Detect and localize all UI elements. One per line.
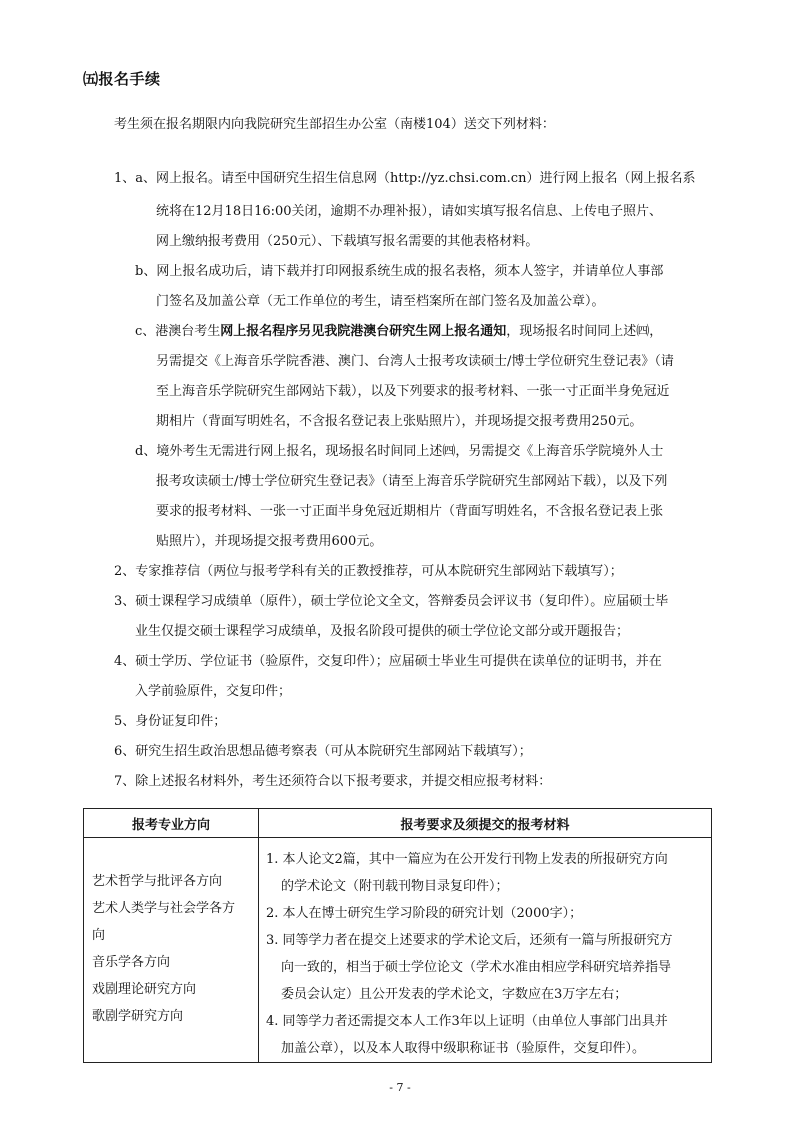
directions-cell [84, 838, 259, 1063]
item-c-prefix: c、港澳台考生 [135, 324, 221, 339]
requirements-table [83, 808, 712, 1063]
requirement-line: 2. 本人在博士研究生学习阶段的研究计划（2000字）； [266, 906, 583, 921]
body-line: b、网上报名成功后，请下载并打印网报系统生成的报名表格，须本人签字，并请单位人事部 [135, 264, 664, 279]
table-row [84, 838, 712, 1063]
requirements-cell [259, 838, 712, 1063]
body-line: 网上缴纳报考费用（250元）、下载填写报名需要的其他表格材料。 [156, 234, 539, 249]
body-line: 统将在12月18日16:00关闭，逾期不办理补报），请如实填写报名信息、上传电子照片、 [156, 204, 663, 219]
requirement-line: 加盖公章），以及本人取得中级职称证书（验原件，交复印件）。 [281, 1041, 646, 1056]
body-line: 6、研究生招生政治思想品德考察表（可从本院研究生部网站下载填写）； [114, 744, 532, 759]
directions-list [84, 838, 258, 1030]
direction-item: 音乐学各方向 [92, 955, 171, 970]
direction-item: 艺术哲学与批评各方向 [92, 874, 223, 889]
header-direction: 报考专业方向 [84, 809, 259, 838]
item-c-line [135, 323, 662, 340]
direction-item: 艺术人类学与社会学各方 [92, 901, 236, 916]
direction-item: 戏剧理论研究方向 [92, 982, 197, 997]
body-line: d、境外考生无需进行网上报名，现场报名时间同上述㈣，另需提交《上海音乐学院境外人士 [135, 444, 664, 459]
body-line: 要求的报考材料、一张一寸正面半身免冠近期相片（背面写明姓名，不含报名登记表上张 [156, 504, 664, 519]
body-line: 7、除上述报名材料外，考生还须符合以下报考要求，并提交相应报考材料： [114, 774, 552, 789]
requirement-line: 的学术论文（附刊载刊物目录复印件）； [281, 879, 509, 894]
item-c-suffix: ，现场报名时间同上述㈣， [506, 324, 663, 339]
body-line: 报考攻读硕士/博士学位研究生登记表》（请至上海音乐学院研究生部网站下载），以及下列 [156, 474, 668, 489]
direction-item: 歌剧学研究方向 [92, 1009, 184, 1024]
requirement-line: 1. 本人论文2篇，其中一篇应为在公开发行刊物上发表的所报研究方向 [266, 852, 668, 867]
requirement-line: 4. 同等学力者还需提交本人工作3年以上证明（由单位人事部门出具并 [266, 1014, 668, 1029]
body-line: 另需提交《上海音乐学院香港、澳门、台湾人士报考攻读硕士/博士学位研究生登记表》（请 [156, 354, 674, 369]
body-line: 3、硕士课程学习成绩单（原件），硕士学位论文全文，答辩委员会评议书（复印件）。应届硕士毕 [114, 594, 669, 609]
body-line: 门签名及加盖公章（无工作单位的考生，请至档案所在部门签名及加盖公章）。 [156, 294, 605, 309]
body-line: 4、硕士学历、学位证书（验原件，交复印件）；应届硕士毕业生可提供在读单位的证明书，并在 [114, 654, 662, 669]
requirement-line: 向一致的，相当于硕士学位论文（学术水准由相应学科研究培养指导 [281, 960, 672, 975]
body-line: 期相片（背面写明姓名，不含报名登记表上张贴照片），并现场提交报考费用250元。 [156, 414, 643, 429]
direction-item: 向 [92, 928, 106, 943]
requirements-list [259, 838, 711, 1062]
body-line: 1、a、网上报名。请至中国研究生招生信息网（http://yz.chsi.com.cn）进行网上报名（网上报名系 [114, 171, 696, 186]
body-line: 入学前验原件，交复印件； [135, 684, 292, 699]
body-line: 业生仅提交硕士课程学习成绩单，及报名阶段可提供的硕士学位论文部分或开题报告； [135, 624, 630, 639]
body-line: 贴照片），并现场提交报考费用600元。 [156, 534, 383, 549]
body-line: 至上海音乐学院研究生部网站下载），以及下列要求的报考材料、一张一寸正面半身免冠近 [156, 384, 670, 399]
section-heading: ㈤报名手续 [83, 70, 161, 88]
body-line: 5、身份证复印件； [114, 714, 227, 729]
requirement-line: 委员会认定）且公开发表的学术论文，字数应在3万字左右； [281, 987, 628, 1002]
page-number: - 7 - [389, 1081, 411, 1094]
table-header-row [84, 809, 712, 838]
intro-paragraph: 考生须在报名期限内向我院研究生部招生办公室（南楼104）送交下列材料： [114, 117, 555, 132]
header-requirements: 报考要求及须提交的报考材料 [259, 809, 712, 838]
requirement-line: 3. 同等学力者在提交上述要求的学术论文后，还须有一篇与所报研究方 [266, 933, 673, 948]
body-line: 2、专家推荐信（两位与报考学科有关的正教授推荐，可从本院研究生部网站下载填写）； [114, 564, 623, 579]
item-c-bold: 网上报名程序另见我院港澳台研究生网上报名通知 [220, 324, 507, 339]
